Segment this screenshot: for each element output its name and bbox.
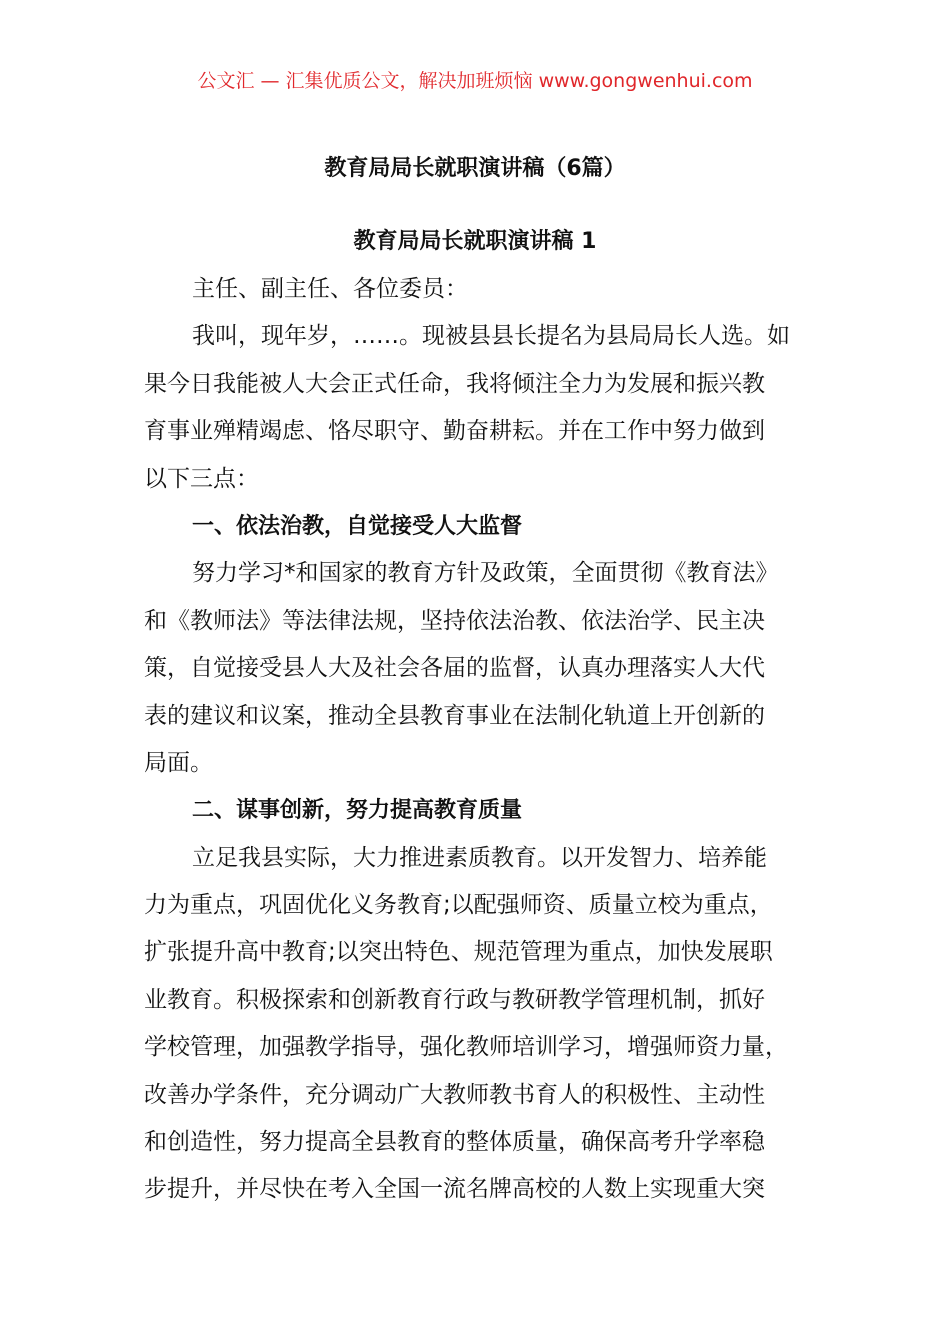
text-line: 局面。: [144, 749, 213, 776]
text-line: 立足我县实际，大力推进素质教育。以开发智力、培养能: [192, 844, 767, 871]
text-line: 以下三点：: [144, 465, 259, 492]
section-heading: 二、谋事创新，努力提高教育质量: [192, 798, 523, 824]
section-heading: 一、依法治教，自觉接受人大监督: [192, 513, 523, 539]
watermark-header: 公文汇 — 汇集优质公文，解决加班烦恼 www.gongwenhui.com: [197, 70, 753, 92]
text-line: 和《教师法》等法律法规，坚持依法治教、依法治学、民主决: [144, 607, 765, 634]
text-line: 业教育。积极探索和创新教育行政与教研教学管理机制，抓好: [144, 986, 765, 1013]
text-line: 我叫，现年岁，……。现被县县长提名为县局局长人选。如: [192, 323, 790, 350]
text-line: 策，自觉接受县人大及社会各届的监督，认真办理落实人大代: [144, 655, 765, 682]
text-line: 主任、副主任、各位委员：: [192, 276, 468, 302]
document-title: 教育局局长就职演讲稿（6篇）: [324, 156, 626, 181]
text-line: 努力学习*和国家的教育方针及政策，全面贯彻《教育法》: [192, 560, 779, 587]
document-subtitle: 教育局局长就职演讲稿 1: [353, 229, 597, 254]
document-body: [144, 266, 834, 1214]
text-line: 扩张提升高中教育;以突出特色、规范管理为重点，加快发展职: [144, 939, 773, 966]
text-line: 和创造性，努力提高全县教育的整体质量，确保高考升学率稳: [144, 1129, 765, 1156]
text-line: 力为重点，巩固优化义务教育;以配强师资、质量立校为重点，: [144, 892, 773, 919]
text-line: 育事业殚精竭虑、恪尽职守、勤奋耕耘。并在工作中努力做到: [144, 418, 765, 445]
text-line: 学校管理，加强教学指导，强化教师培训学习，增强师资力量，: [144, 1034, 788, 1061]
text-line: 表的建议和议案，推动全县教育事业在法制化轨道上开创新的: [144, 702, 765, 729]
text-line: 改善办学条件，充分调动广大教师教书育人的积极性、主动性: [144, 1081, 765, 1108]
text-line: 果今日我能被人大会正式任命，我将倾注全力为发展和振兴教: [144, 370, 765, 397]
text-line: 步提升，并尽快在考入全国一流名牌高校的人数上实现重大突: [144, 1176, 765, 1203]
